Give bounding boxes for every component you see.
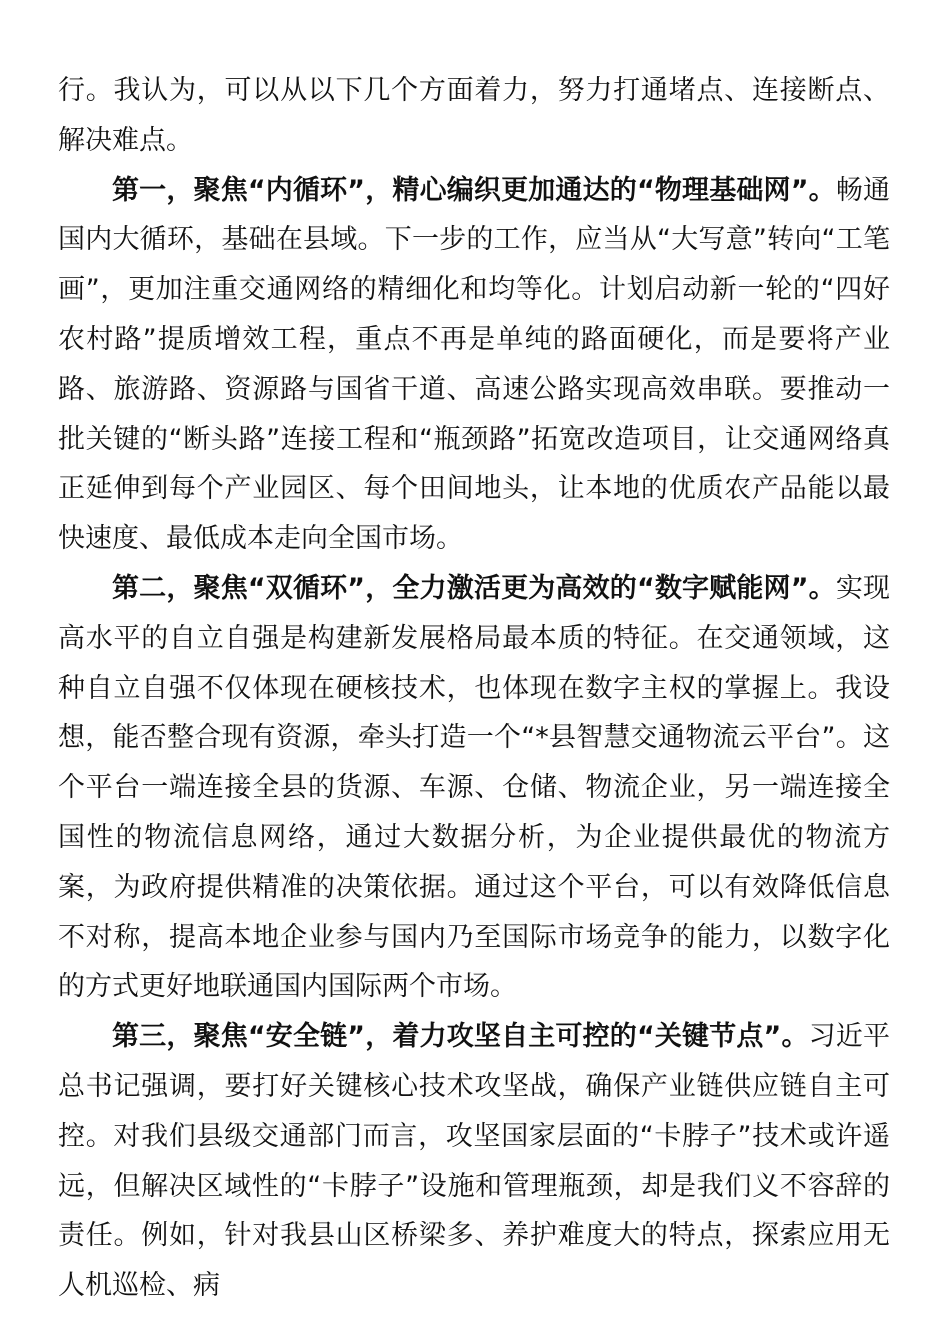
paragraph-heading: 第二，聚焦“双循环”，全力激活更为高效的“数字赋能网”。 <box>112 572 836 604</box>
paragraph-second-point <box>58 564 890 1012</box>
paragraph-first-point <box>58 166 890 564</box>
paragraph-text: 实现高水平的自立自强是构建新发展格局最本质的特征。在交通领域，这种自立自强不仅体现在硬核技术，也体现在数字主权的掌握上。我设想，能否整合现有资源，牵头打造一个“*县智慧交通物流云平台”。这个平台一端连接全县的货源、车源、仓储、物流企业，另一端连接全国性的物流信息网络，通过大数据分析，为企业提供最优的物流方案，为政府提供精准的决策依据。通过这个平台，可以有效降低信息不对称，提高本地企业参与国内乃至国际市场竞争的能力，以数字化的方式更好地联通国内国际两个市场。 <box>58 572 891 1003</box>
paragraph-text: 习近平总书记强调，要打好关键核心技术攻坚战，确保产业链供应链自主可控。对我们县级交通部门而言，攻坚国家层面的“卡脖子”技术或许遥远，但解决区域性的“卡脖子”设施和管理瓶颈，却是我们义不容辞的责任。例如，针对我县山区桥梁多、养护难度大的特点，探索应用无人机巡检、病 <box>58 1021 891 1302</box>
paragraph-text: 畅通国内大循环，基础在县域。下一步的工作，应当从“大写意”转向“工笔画”，更加注重交通网络的精细化和均等化。计划启动新一轮的“四好农村路”提质增效工程，重点不再是单纯的路面硬化，而是要将产业路、旅游路、资源路与国省干道、高速公路实现高效串联。要推动一批关键的“断头路”连接工程和“瓶颈路”拓宽改造项目，让交通网络真正延伸到每个产业园区、每个田间地头，让本地的优质农产品能以最快速度、最低成本走向全国市场。 <box>58 174 891 555</box>
paragraph-heading: 第三，聚焦“安全链”，着力攻坚自主可控的“关键节点”。 <box>112 1021 809 1053</box>
document-body <box>58 66 890 1311</box>
paragraph-third-point <box>58 1012 890 1311</box>
paragraph-continuation <box>58 66 890 166</box>
paragraph-text: 行。我认为，可以从以下几个方面着力，努力打通堵点、连接断点、解决难点。 <box>58 75 890 156</box>
paragraph-heading: 第一，聚焦“内循环”，精心编织更加通达的“物理基础网”。 <box>112 174 836 206</box>
